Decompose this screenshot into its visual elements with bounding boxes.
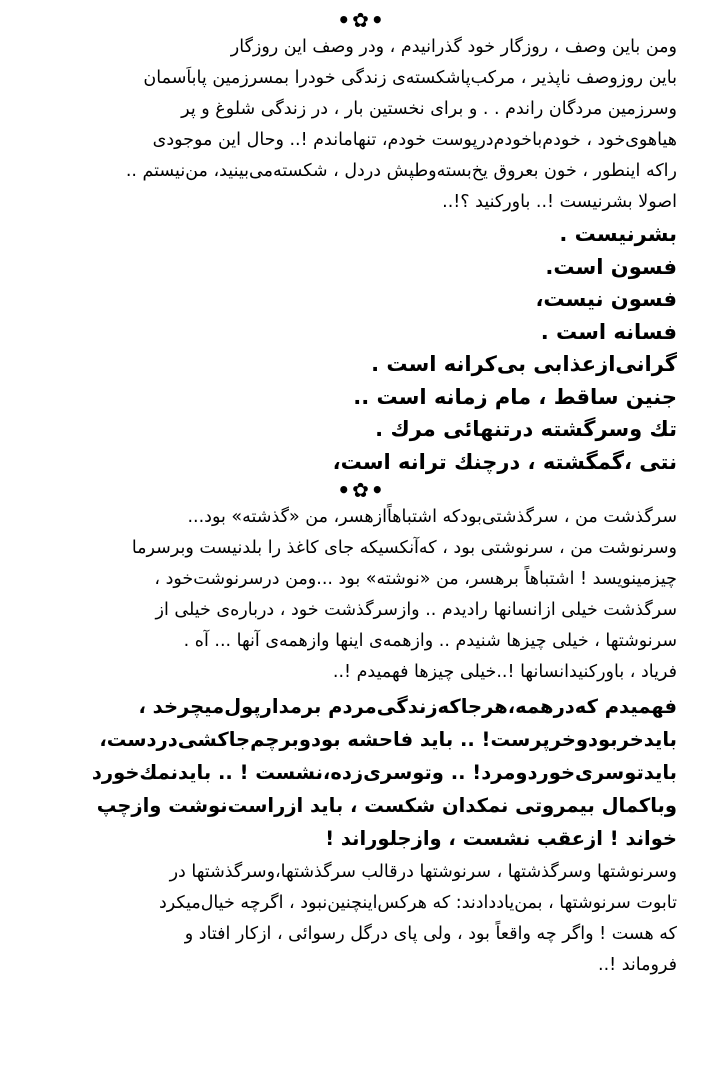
poem-line: فسون است.	[545, 254, 677, 279]
text-line: وسرنوشت من ، سرنوشتی بود ، که‌آنکسیکه جای کاغذ را بلدنیست وبرسرما	[131, 538, 677, 558]
text-line: وسرنوشتها وسرگذشتها ، سرنوشتها درقالب سرگذشتها،وسرگذشتها در	[169, 862, 677, 882]
ornament-top: •✿•	[337, 8, 386, 32]
text-line: باین روزوصف ناپذیر ، مرکب‌پاشکسته‌ی زندگی خودرا بمسرزمین پاباَسمان	[143, 68, 677, 88]
text-line: اصولا بشرنیست !.. باورکنید ؟!..	[442, 192, 677, 212]
text-line: فهمیدم که‌درهمه،هرجاکه‌زندگی‌مردم برمدارپول‌میچرخد ،	[138, 695, 677, 718]
text-line: چیزمینویسد ! اشتباهاً برهسر، من «نوشته» بود ...ومن درسرنوشت‌خود ،	[154, 569, 677, 589]
paragraph-1	[46, 32, 677, 218]
ornament-middle: •✿•	[337, 478, 386, 502]
poem-line: تك وسرگشته درتنهائی مرك .	[375, 417, 677, 441]
paragraph-2	[46, 502, 677, 688]
text-line: وباکمال بیمروتی نمکدان شکست ، باید ازراست‌نوشت وازچپ	[96, 794, 677, 817]
poem-line: جنین ساقط ، مام زمانه است ..	[353, 384, 677, 409]
text-line: خواند ! ازعقب نشست ، وازجلوراند !	[325, 827, 677, 850]
text-line: فروماند !..	[598, 955, 677, 975]
text-line: که هست ! واگر چه واقعاً بود ، ولی پای درگل رسوائی ، ازکار افتاد و	[184, 924, 677, 944]
text-line: سرگذشت من ، سرگذشتی‌بودکه اشتباهاً‌ازهسر، من «گذشته» بود...	[187, 507, 677, 527]
poem-block	[46, 218, 677, 478]
paragraph-3-bold	[46, 690, 677, 855]
poem-line: نتی ،گمگشته ، درچنك ترانه است،	[332, 449, 677, 474]
text-line: وسرزمین مردگان راندم . . و برای نخستین بار ، در زندگی شلوغ و پر	[181, 99, 677, 119]
text-line: فریاد ، باورکنیدانسانها !..خیلی چیزها فهمیدم !..	[332, 662, 677, 682]
text-line: بایدتوسری‌خوردومرد! .. وتوسری‌زده،نشست ! .. بایدنمك‌خورد	[91, 761, 677, 784]
poem-line: گرانی‌ازعذابی بی‌کرانه است .	[371, 352, 677, 376]
text-line: سرنوشتها ، خیلی چیزها شنیدم .. وازهمه‌ی اینها وازهمه‌ی آنها ... آه .	[183, 631, 677, 651]
poem-line: بشرنیست .	[559, 222, 677, 246]
text-line: راکه اینطور ، خون بعروق یخ‌بسته‌وطپش دردل ، شکسته‌می‌بینید، من‌نیستم ..	[125, 161, 677, 181]
paragraph-4	[46, 857, 677, 981]
text-line: تابوت سرنوشتها ، بمن‌یاددادند: که هرکس‌اینچنین‌نبود ، اگرچه خیال‌میکرد	[158, 893, 677, 913]
text-line: ومن باین وصف ، روزگار خود گذرانیدم ، ودر وصف این روزگار	[230, 37, 677, 57]
text-line: سرگذشت خیلی ازانسانها رادیدم .. وازسرگذشت خود ، درباره‌ی خیلی از	[155, 600, 677, 620]
poem-line: فسانه است .	[540, 319, 677, 344]
text-line: هیاهوی‌خود ، خودم‌باخودم‌درپوست خودم، تنهاماندم !.. وحال این موجودی	[152, 130, 677, 150]
poem-line: فسون نیست،	[535, 287, 677, 311]
text-line: بایدخربودوخرپرست! .. باید فاحشه بودوبرچم‌جاکشی‌دردست،	[99, 728, 677, 751]
